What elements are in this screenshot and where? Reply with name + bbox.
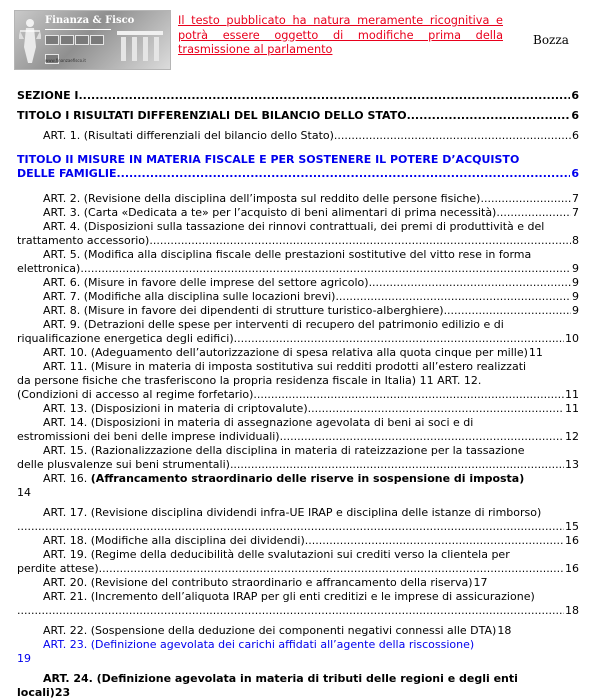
toc-entry-art-22[interactable]: ART. 22. (Sospensione della deduzione dei componenti negativi connessi alle DTA) 18 xyxy=(43,624,512,637)
toc-entry-art-1[interactable]: ART. 1. (Risultati differenziali del bilancio dello Stato) ..... 6 xyxy=(17,129,579,143)
toc-entry-art-18[interactable]: ART. 18. (Modifiche alla disciplina dei dividendi) ..... 16 xyxy=(17,534,579,548)
justice-statue-icon xyxy=(19,17,41,65)
toc-entry-art-10[interactable]: ART. 10. (Adeguamento dell’autorizzazione di spesa relativa alla quota cinque per mille) 11 xyxy=(43,346,543,359)
toc-entry-art-11-12[interactable]: ART. 11. (Misure in materia di imposta sostitutiva sui redditi prodotti all’estero realizzati da persone fisiche che trasferiscono la propria residenza fiscale in Italia) 11 ART. 12. (Condizioni di accesso al regime forfetario) ..... 11 xyxy=(17,360,579,402)
toc-entry-art-13[interactable]: ART. 13. (Disposizioni in materia di criptovalute) ..... 11 xyxy=(17,402,579,416)
draft-disclaimer: Il testo pubblicato ha natura meramente ricognitiva e potrà essere oggetto di modifiche prima della trasmissione al parlamento xyxy=(178,14,503,57)
toc-entry-art-5[interactable]: ART. 5. (Modifica alla disciplina fiscale delle prestazioni sostitutive del vitto rese in forma elettronica) ..... 9 xyxy=(17,248,579,276)
page-header xyxy=(0,0,600,70)
toc-entry-art-16[interactable]: ART. 16. (Affrancamento straordinario delle riserve in sospensione di imposta) 14 xyxy=(17,472,525,499)
toc-entry-sezione-1[interactable]: SEZIONE I ..... 6 xyxy=(17,89,579,103)
toc-entry-art-19[interactable]: ART. 19. (Regime della deducibilità delle svalutazioni sui crediti verso la clientela per perdite attese) ..... 16 xyxy=(17,548,579,576)
table-of-contents xyxy=(17,89,579,700)
logo-title: Finanza & Fisco xyxy=(45,15,135,26)
toc-entry-art-7[interactable]: ART. 7. (Modifiche alla disciplina sulle locazioni brevi) ..... 9 xyxy=(17,290,579,304)
toc-entry-art-6[interactable]: ART. 6. (Misure in favore delle imprese del settore agricolo) ..... 9 xyxy=(17,276,579,290)
toc-entry-art-24[interactable]: ART. 24. (Definizione agevolata in materia di tributi delle regioni e degli enti locali)23 xyxy=(17,672,518,699)
toc-entry-art-3[interactable]: ART. 3. (Carta «Dedicata a te» per l’acquisto di beni alimentari di prima necessità) ..... 7 xyxy=(17,206,579,220)
toc-entry-art-21[interactable]: ART. 21. (Incremento dell’aliquota IRAP per gli enti creditizi e le imprese di assicurazione) ..... 18 xyxy=(17,590,579,618)
toc-entry-art-14[interactable]: ART. 14. (Disposizioni in materia di assegnazione agevolata di beni ai soci e di estromissioni dei beni delle imprese individuali) ..... 12 xyxy=(17,416,579,444)
toc-entry-art-2[interactable]: ART. 2. (Revisione della disciplina dell’imposta sul reddito delle persone fisiche) ..... 7 xyxy=(17,192,579,206)
toc-entry-titolo-1[interactable]: TITOLO I RISULTATI DIFFERENZIALI DEL BILANCIO DELLO STATO ..... 6 xyxy=(17,109,579,123)
logo-stamp-strip xyxy=(45,29,111,56)
toc-entry-art-15[interactable]: ART. 15. (Razionalizzazione della disciplina in materia di rateizzazione per la tassazione delle plusvalenze sui beni strumentali) ..... 13 xyxy=(17,444,579,472)
toc-entry-art-20[interactable]: ART. 20. (Revisione del contributo straordinario e affrancamento della riserva) 17 xyxy=(43,576,488,589)
toc-entry-art-9[interactable]: ART. 9. (Detrazioni delle spese per interventi di recupero del patrimonio edilizio e di riqualificazione energetica degli edifici) ..... 10 xyxy=(17,318,579,346)
toc-entry-art-17[interactable]: ART. 17. (Revisione disciplina dividendi infra-UE IRAP e disciplina delle istanze di rimborso) ..... 15 xyxy=(17,506,579,534)
toc-entry-titolo-2[interactable]: TITOLO II MISURE IN MATERIA FISCALE E PER SOSTENERE IL POTERE D’ACQUISTO DELLE FAMIGLIE ..... 6 xyxy=(17,153,579,181)
publisher-logo xyxy=(14,10,171,70)
toc-entry-art-4[interactable]: ART. 4. (Disposizioni sulla tassazione dei rinnovi contrattuali, dei premi di produttività e del trattamento accessorio) ..... 8 xyxy=(17,220,579,248)
columns-icon xyxy=(115,29,165,63)
toc-entry-art-8[interactable]: ART. 8. (Misure in favore dei dipendenti di strutture turistico-alberghiere) ..... 9 xyxy=(17,304,579,318)
logo-subtitle: www.finanzaefisco.it xyxy=(45,58,86,63)
toc-entry-art-23[interactable]: ART. 23. (Definizione agevolata dei carichi affidati all’agente della riscossione) 19 xyxy=(17,638,475,665)
draft-status-label: Bozza xyxy=(533,33,569,47)
